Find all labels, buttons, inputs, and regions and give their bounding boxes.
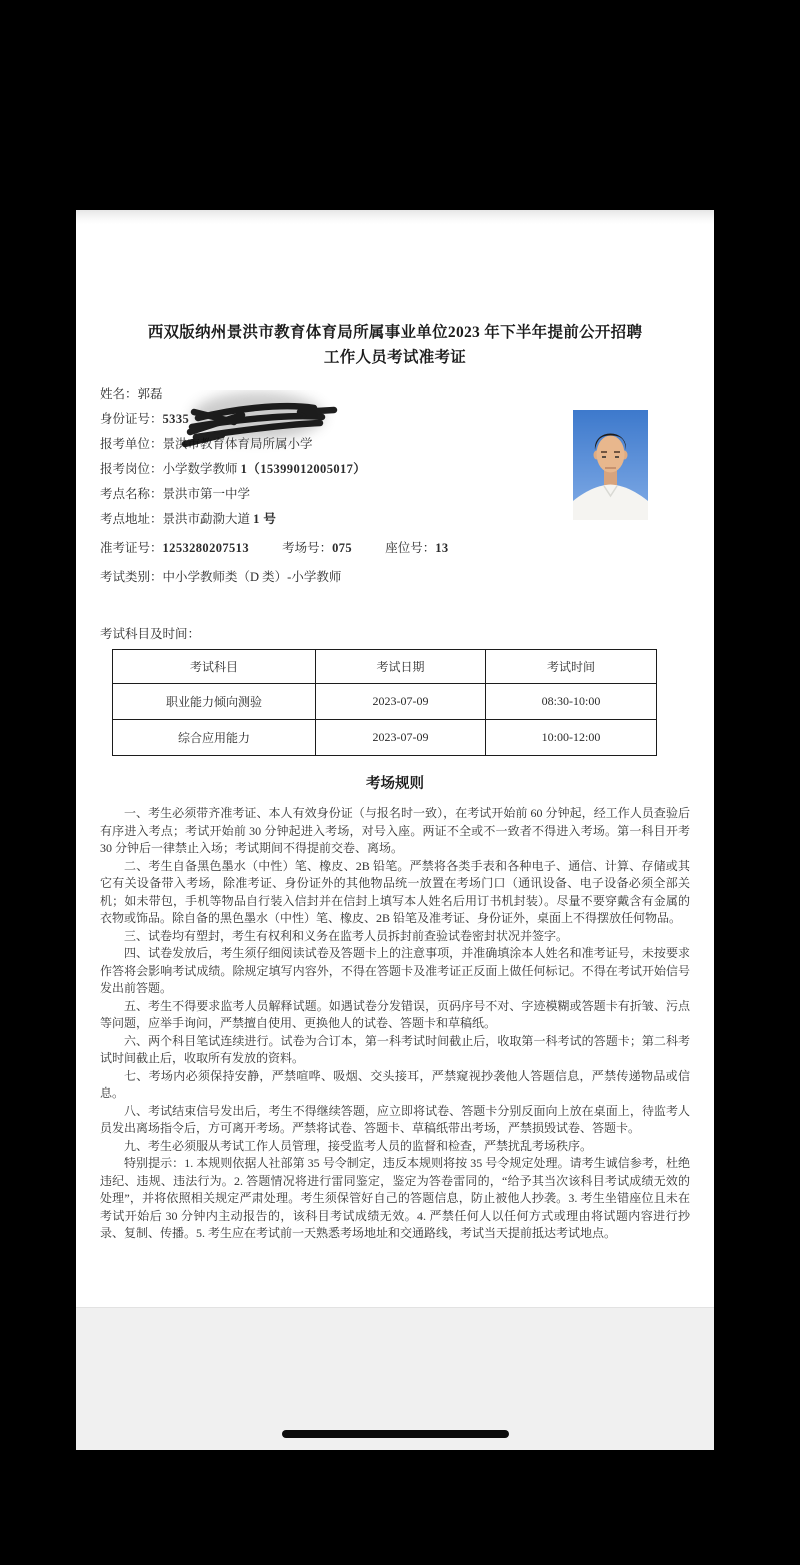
field-ticket-number [100, 540, 249, 557]
cell-subject-2: 综合应用能力 [113, 720, 316, 756]
field-id-label: 身份证号： [100, 412, 163, 426]
cell-time-1: 08:30-10:00 [486, 684, 657, 720]
schedule-section-label: 考试科目及时间： [100, 627, 201, 641]
exam-rule-paragraph-6: 六、两个科目笔试连续进行。试卷为合订本，第一科考试时间截止后，收取第一科考试的答题卡；第二科考试时间截止后，收取所有发放的资料。 [100, 1033, 690, 1065]
exam-rule-paragraph-2: 二、考生自备黑色墨水（中性）笔、橡皮、2B 铅笔。严禁将各类手表和各种电子、通信、计算、存储或其它有关设备带入考场，除准考证、身份证外的其他物品统一放置在考场门口（通讯设备、电子设备必须全部关机；如未带包，手机等物品自行装入信封并在信封上填写本人姓名后用订书机封装）。尽量不要穿戴含有金属的衣物或饰品。除自备的黑色墨水（中性）笔、橡皮、2B 铅笔及准考证、身份证外，桌面上不得摆放任何物品。 [100, 858, 690, 925]
exam-rule-special-note: 特别提示：1. 本规则依据人社部第 35 号令制定，违反本规则将按 35 号令规定处理。请考生诚信参考，杜绝违纪、违规、违法行为。2. 答题情况将进行雷同鉴定，鉴定为答卷雷同的，“给予其当次该科目考试成绩无效的处理”，并将依照相关规定严肃处理。考生须保管好自己的答题信息，防止被他人抄袭。3. 考生坐错座位且未在考试开始后 30 分钟内主动报告的，该科目考试成绩无效。4. 严禁任何人以任何方式或理由将试题内容进行抄录、复制、传播。5. 考生应在考试前一天熟悉考场地址和交通路线，考试当天提前抵达考试地点。 [100, 1156, 690, 1240]
schedule-row-2 [113, 720, 657, 756]
field-seat-number-value: 13 [435, 541, 449, 555]
schedule-row-1 [113, 684, 657, 720]
cell-time-2: 10:00-12:00 [486, 720, 657, 756]
field-apply-position-label: 报考岗位： [100, 462, 163, 476]
cell-date-2: 2023-07-09 [316, 720, 486, 756]
bottom-system-panel [76, 1307, 714, 1450]
field-room-number [282, 540, 352, 557]
field-apply-position-value: 小学数学教师 [162, 462, 241, 476]
field-ticket-number-label: 准考证号： [100, 541, 163, 555]
field-site-address-label: 考点地址： [100, 512, 163, 526]
field-room-number-value: 075 [332, 541, 353, 555]
field-apply-position-code: 1（15399012005017） [240, 462, 367, 476]
field-ticket-room-seat [100, 540, 660, 557]
page-top-edge-shade [76, 210, 714, 224]
field-name-label: 姓名： [100, 387, 138, 401]
field-site-name-label: 考点名称： [100, 487, 163, 501]
field-id-value-visible: 5335 [162, 412, 190, 426]
field-exam-category [100, 569, 660, 586]
header-time: 考试时间 [486, 650, 657, 684]
field-seat-number [385, 540, 448, 557]
field-exam-category-value: 中小学教师类（D 类）-小学教师 [162, 570, 342, 584]
exam-rule-paragraph-3: 三、试卷均有塑封，考生有权利和义务在监考人员拆封前查验试卷密封状况并签字。 [124, 928, 569, 943]
field-apply-unit-value: 景洪市教育体育局所属小学 [162, 437, 313, 451]
field-name [100, 386, 660, 403]
field-apply-unit-label: 报考单位： [100, 437, 163, 451]
photo-face [597, 436, 625, 473]
exam-rule-paragraph-9: 九、考生必须服从考试工作人员管理，接受监考人员的监督和检查，严禁扰乱考场秩序。 [124, 1138, 593, 1153]
home-indicator-bar[interactable] [282, 1430, 509, 1438]
exam-rules-heading: 考场规则 [366, 776, 424, 792]
field-room-number-label: 考场号： [282, 541, 333, 555]
document-title-line-2: 工作人员考试准考证 [323, 349, 467, 366]
exam-rule-paragraph-4: 四、试卷发放后，考生须仔细阅读试卷及答题卡上的注意事项，并准确填涂本人姓名和准考证号，未按要求作答将会影响考试成绩。除规定填写内容外，不得在答题卡及准考证正反面上做任何标记。不得在考试开始信号发出前答题。 [100, 946, 690, 995]
admission-ticket-page [76, 210, 714, 1307]
exam-rule-paragraph-8: 八、考试结束信号发出后，考生不得继续答题，应立即将试卷、答题卡分别反面向上放在桌面上，待监考人员发出离场指令后，方可离开考场。严禁将试卷、答题卡、草稿纸带出考场，严禁损毁试卷、答题卡。 [100, 1103, 690, 1135]
field-seat-number-label: 座位号： [385, 541, 436, 555]
id-photo-graphic [573, 410, 648, 520]
exam-rule-paragraph-7: 七、考场内必须保持安静，严禁喧哗、吸烟、交头接耳，严禁窥视抄袭他人答题信息，严禁传递物品或信息。 [100, 1068, 690, 1100]
exam-schedule-table [112, 649, 657, 756]
exam-rules-body [76, 793, 714, 1243]
field-ticket-number-value: 1253280207513 [162, 541, 249, 555]
document-title-line-1: 西双版纳州景洪市教育体育局所属事业单位2023 年下半年提前公开招聘 [147, 324, 643, 341]
header-date: 考试日期 [316, 650, 486, 684]
cell-subject-1: 职业能力倾向测验 [113, 684, 316, 720]
field-site-name-value: 景洪市第一中学 [162, 487, 251, 501]
field-site-address-value: 景洪市勐泐大道 [162, 512, 254, 526]
id-photo [573, 410, 648, 520]
field-site-address-num: 1 号 [253, 512, 277, 526]
exam-rule-paragraph-1: 一、考生必须带齐准考证、本人有效身份证（与报名时一致），在考试开始前 60 分钟起，经工作人员查验后有序进入考点；考试开始前 30 分钟起进入考场，对号入座。两证不全或不一致者不得进入考场。第一科目开考 30 分钟后一律禁止入场；考试期间不得提前交卷、离场。 [100, 806, 690, 855]
schedule-header-row [113, 650, 657, 684]
header-subject: 考试科目 [113, 650, 316, 684]
exam-rule-paragraph-5: 五、考生不得要求监考人员解释试题。如遇试卷分发错误，页码序号不对、字迹模糊或答题卡有折皱、污点等问题，应举手询问，严禁擅自使用、更换他人的试卷、答题卡和草稿纸。 [100, 998, 690, 1030]
field-name-value: 郭磊 [137, 387, 163, 401]
cell-date-1: 2023-07-09 [316, 684, 486, 720]
field-exam-category-label: 考试类别： [100, 570, 163, 584]
document-title [76, 320, 714, 370]
